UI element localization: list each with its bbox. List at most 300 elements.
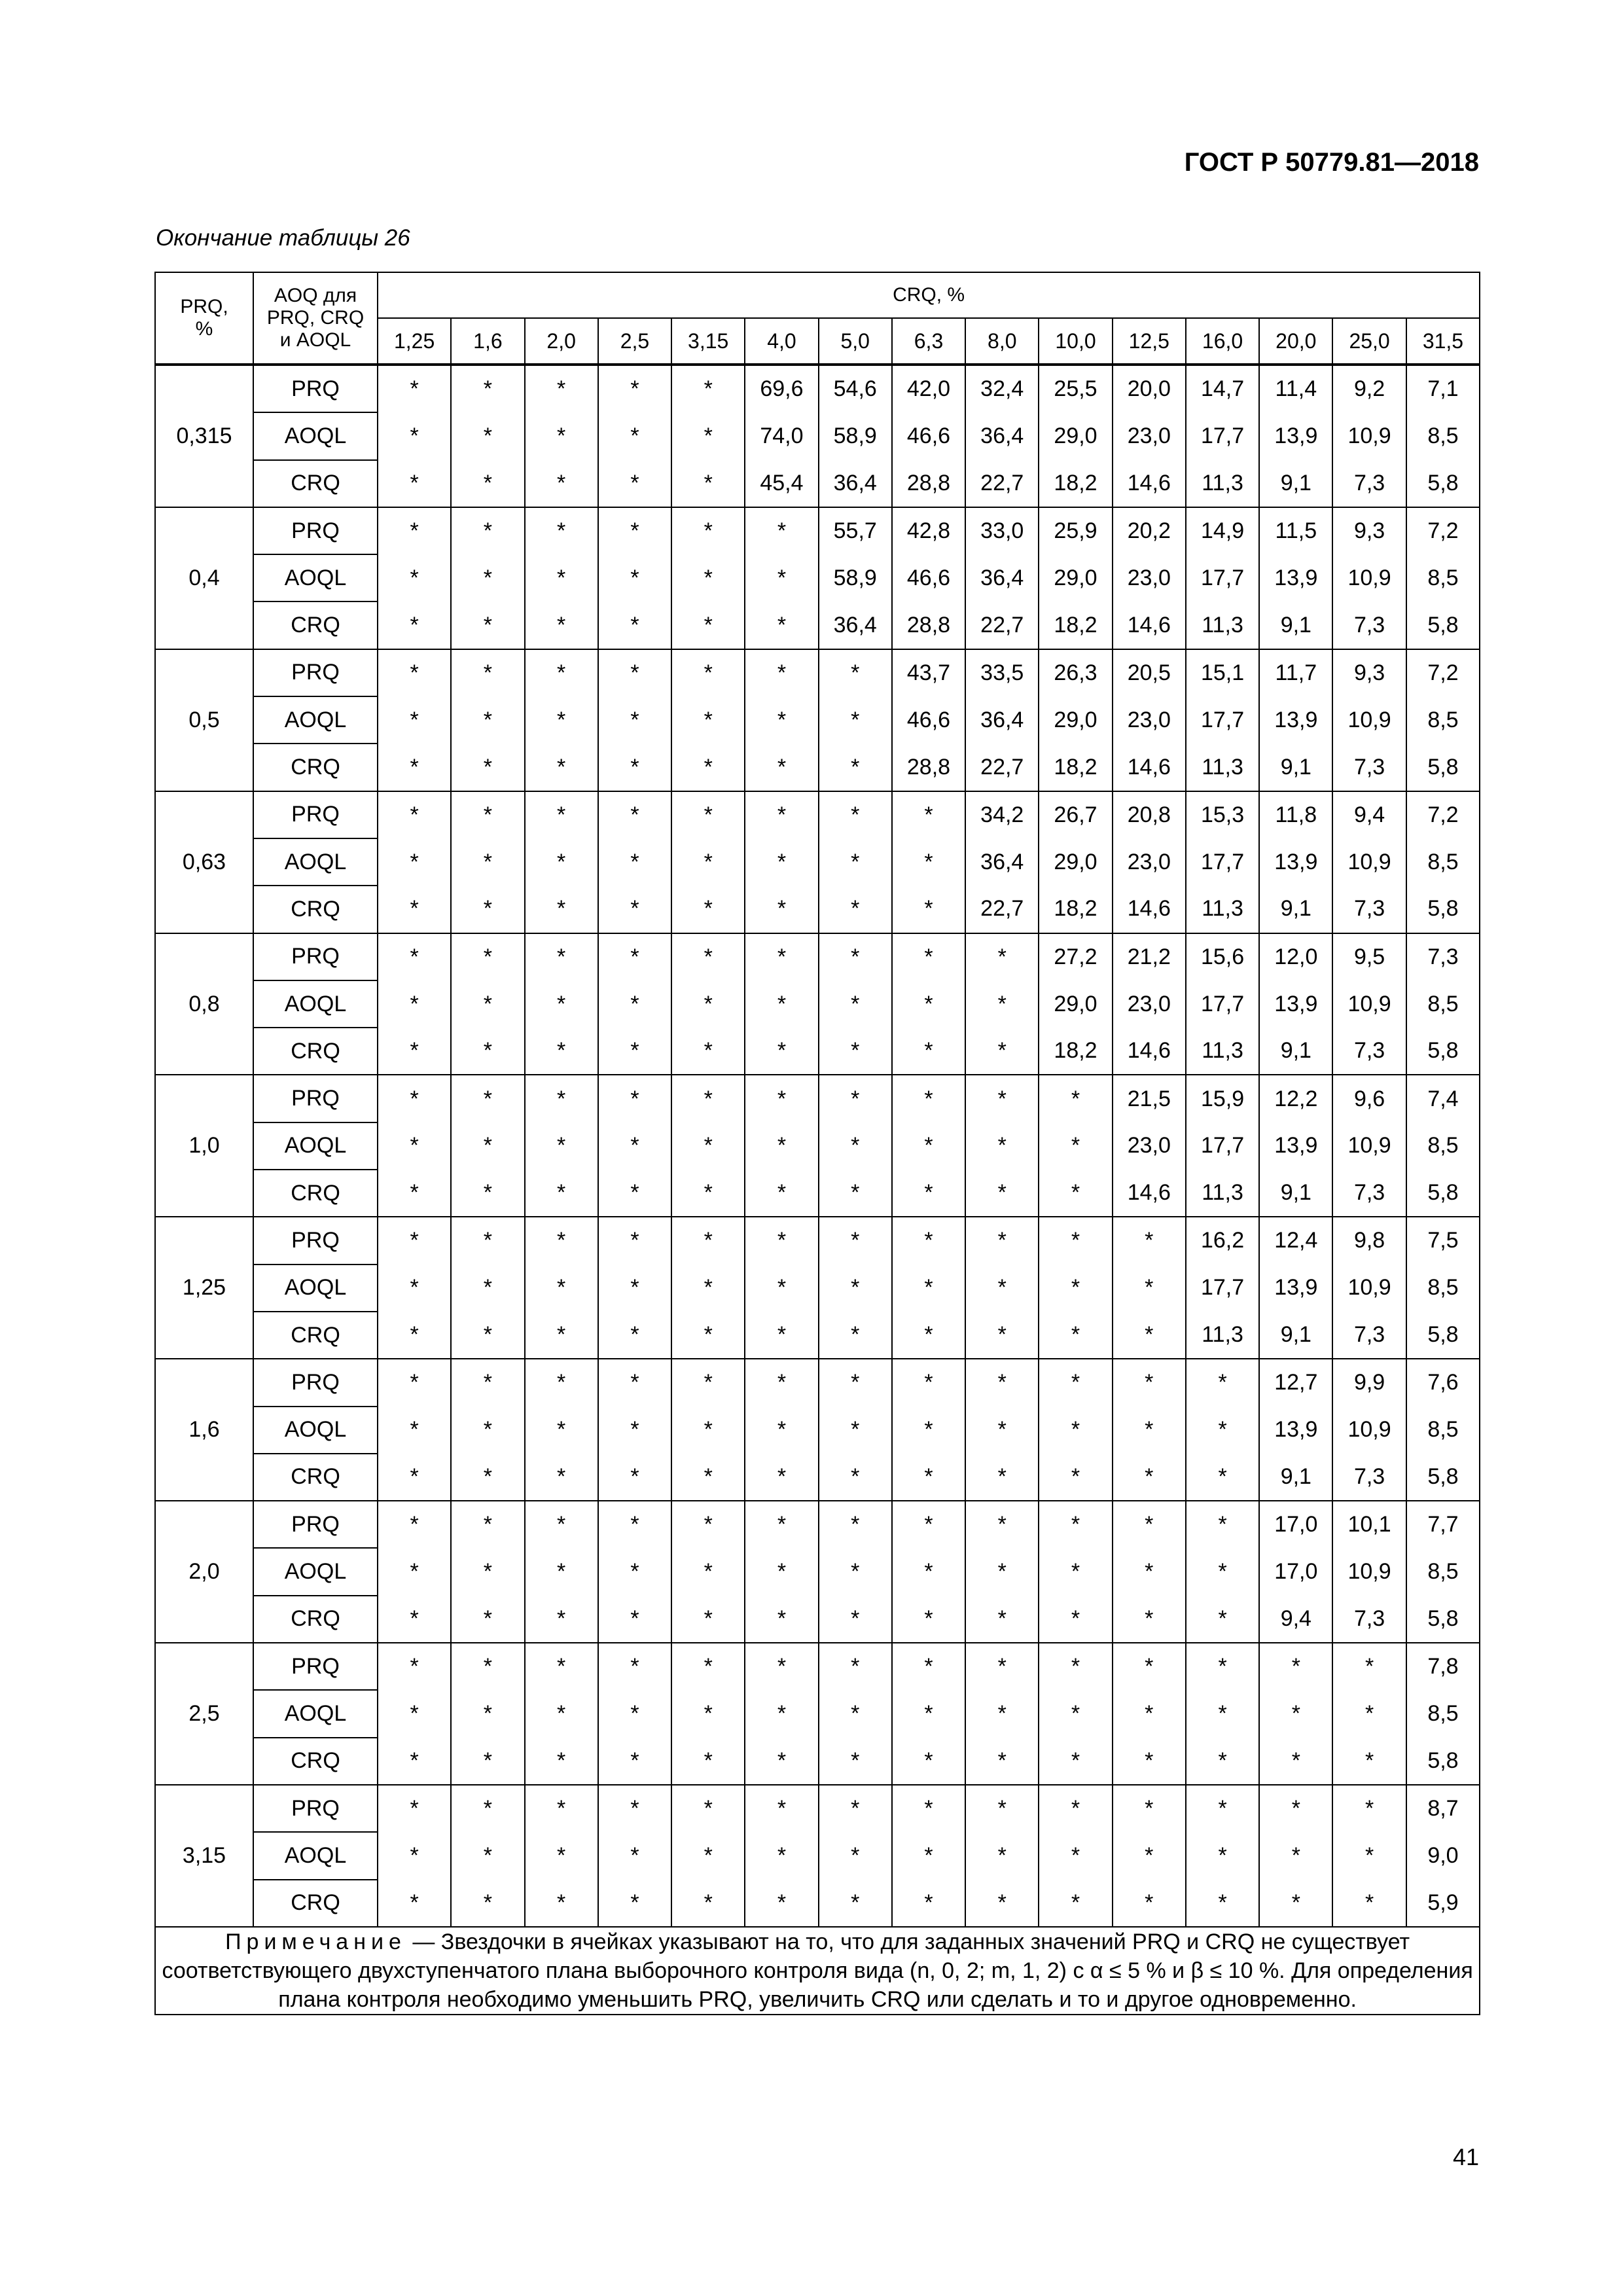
table-cell: *	[1113, 1312, 1186, 1359]
table-cell: *	[1113, 1407, 1186, 1454]
table-cell: *	[671, 1359, 745, 1406]
row-label: CRQ	[253, 1880, 378, 1927]
table-cell: *	[525, 1359, 598, 1406]
table-cell: *	[1332, 1738, 1406, 1785]
table-cell: 9,4	[1332, 791, 1406, 838]
table-cell: 36,4	[819, 601, 892, 649]
table-cell: 11,5	[1259, 507, 1332, 554]
table-cell: 21,2	[1113, 933, 1186, 980]
table-cell: *	[1039, 1501, 1112, 1548]
table-cell: 7,6	[1406, 1359, 1480, 1406]
table-cell: 8,5	[1406, 1548, 1480, 1595]
table-cell: *	[598, 980, 671, 1028]
table-cell: 10,9	[1332, 838, 1406, 886]
table-cell: *	[671, 1643, 745, 1690]
table-cell: *	[451, 1359, 524, 1406]
table-cell: *	[451, 1738, 524, 1785]
page-number: 41	[1452, 2144, 1479, 2170]
table-cell: *	[1113, 1359, 1186, 1406]
table-cell: *	[378, 886, 451, 933]
table-cell: *	[598, 1738, 671, 1785]
table-cell: 12,2	[1259, 1075, 1332, 1122]
table-cell: *	[671, 412, 745, 459]
table-cell: 34,2	[965, 791, 1039, 838]
table-cell: *	[745, 791, 818, 838]
table-cell: 5,8	[1406, 460, 1480, 507]
table-cell: 9,6	[1332, 1075, 1406, 1122]
table-cell: *	[598, 365, 671, 412]
table-cell: 13,9	[1259, 412, 1332, 459]
table-cell: *	[1039, 1643, 1112, 1690]
table-cell: 26,3	[1039, 649, 1112, 696]
table-cell: *	[378, 933, 451, 980]
table-cell: *	[378, 365, 451, 412]
table-cell: 18,2	[1039, 601, 1112, 649]
table-cell: *	[1259, 1880, 1332, 1927]
table-cell: *	[525, 886, 598, 933]
table-cell: 28,8	[892, 744, 965, 791]
table-cell: *	[378, 1407, 451, 1454]
table-cell: 9,1	[1259, 1170, 1332, 1217]
table-cell: *	[1186, 1596, 1259, 1643]
table-cell: *	[1113, 1596, 1186, 1643]
table-cell: *	[598, 1596, 671, 1643]
table-cell: *	[378, 1122, 451, 1170]
table-cell: *	[378, 1643, 451, 1690]
table-cell: *	[525, 1832, 598, 1879]
table-cell: 29,0	[1039, 980, 1112, 1028]
table-cell: *	[598, 1407, 671, 1454]
table-row	[155, 460, 1480, 507]
row-label: PRQ	[253, 933, 378, 980]
table-cell: 10,9	[1332, 412, 1406, 459]
table-cell: *	[892, 980, 965, 1028]
row-label: PRQ	[253, 1217, 378, 1264]
table-cell: *	[892, 1217, 965, 1264]
table-cell: 29,0	[1039, 696, 1112, 744]
note-row	[155, 1927, 1480, 2015]
table-cell: *	[965, 1454, 1039, 1501]
table-cell: *	[378, 1501, 451, 1548]
table-cell: 7,8	[1406, 1643, 1480, 1690]
table-cell: *	[525, 1690, 598, 1737]
row-label: AOQL	[253, 412, 378, 459]
crq-header-cell: 2,0	[525, 318, 598, 365]
table-cell: *	[378, 1738, 451, 1785]
table-cell: 13,9	[1259, 1122, 1332, 1170]
table-cell: 17,7	[1186, 838, 1259, 886]
table-cell: *	[819, 980, 892, 1028]
table-cell: 5,9	[1406, 1880, 1480, 1927]
table-cell: *	[378, 1596, 451, 1643]
table-cell: 13,9	[1259, 1265, 1332, 1312]
table-cell: 23,0	[1113, 696, 1186, 744]
table-cell: *	[671, 838, 745, 886]
table-cell: 9,8	[1332, 1217, 1406, 1264]
table-cell: *	[965, 1738, 1039, 1785]
table-cell: *	[525, 933, 598, 980]
table-cell: *	[378, 980, 451, 1028]
table-cell: 33,0	[965, 507, 1039, 554]
row-label: PRQ	[253, 1075, 378, 1122]
table-cell: *	[598, 1265, 671, 1312]
table-cell: *	[819, 1407, 892, 1454]
table-cell: 11,3	[1186, 1028, 1259, 1075]
crq-header-cell: 1,6	[451, 318, 524, 365]
table-cell: 17,7	[1186, 554, 1259, 601]
table-cell: *	[1186, 1548, 1259, 1595]
table-cell: 43,7	[892, 649, 965, 696]
table-cell: 15,9	[1186, 1075, 1259, 1122]
table-cell: *	[745, 1785, 818, 1832]
table-cell: 42,0	[892, 365, 965, 412]
row-label: AOQL	[253, 838, 378, 886]
table-cell: *	[671, 1738, 745, 1785]
prq-group-value: 1,6	[155, 1359, 253, 1501]
table-cell: *	[745, 1170, 818, 1217]
table-cell: *	[1332, 1880, 1406, 1927]
table-cell: *	[892, 1312, 965, 1359]
table-cell: *	[525, 1501, 598, 1548]
table-cell: *	[819, 744, 892, 791]
table-cell: *	[671, 744, 745, 791]
table-cell: *	[745, 1880, 818, 1927]
table-cell: *	[1039, 1738, 1112, 1785]
table-cell: 9,2	[1332, 365, 1406, 412]
table-cell: *	[598, 1217, 671, 1264]
table-cell: *	[1039, 1312, 1112, 1359]
table-cell: *	[451, 1217, 524, 1264]
table-row	[155, 838, 1480, 886]
table-cell: *	[525, 1880, 598, 1927]
table-cell: 8,5	[1406, 696, 1480, 744]
row-label: AOQL	[253, 1407, 378, 1454]
table-cell: 7,3	[1332, 886, 1406, 933]
table-cell: *	[451, 696, 524, 744]
prq-group-value: 0,5	[155, 649, 253, 791]
header-row-1	[155, 272, 1480, 318]
table-cell: *	[1039, 1170, 1112, 1217]
table-cell: *	[745, 1407, 818, 1454]
table-cell: *	[1039, 1407, 1112, 1454]
crq-header-cell: 5,0	[819, 318, 892, 365]
table-cell: *	[745, 1738, 818, 1785]
table-cell: 11,3	[1186, 460, 1259, 507]
table-cell: *	[451, 1501, 524, 1548]
table-cell: *	[892, 1690, 965, 1737]
table-cell: *	[1113, 1738, 1186, 1785]
table-cell: *	[598, 1075, 671, 1122]
table-cell: 33,5	[965, 649, 1039, 696]
crq-header-cell: 16,0	[1186, 318, 1259, 365]
table-cell: *	[378, 554, 451, 601]
table-cell: *	[671, 1454, 745, 1501]
table-cell: 8,5	[1406, 1122, 1480, 1170]
table-row	[155, 1832, 1480, 1879]
table-cell: *	[378, 1880, 451, 1927]
table-cell: *	[819, 1028, 892, 1075]
table-cell: *	[1039, 1596, 1112, 1643]
table-row	[155, 554, 1480, 601]
table-cell: *	[671, 1880, 745, 1927]
table-cell: *	[1039, 1690, 1112, 1737]
table-cell: *	[451, 1454, 524, 1501]
table-cell: *	[1186, 1832, 1259, 1879]
table-cell: *	[892, 1265, 965, 1312]
table-cell: 5,8	[1406, 886, 1480, 933]
table-cell: *	[1259, 1785, 1332, 1832]
table-cell: *	[965, 1880, 1039, 1927]
table-cell: 18,2	[1039, 1028, 1112, 1075]
table-cell: *	[671, 460, 745, 507]
table-cell: *	[965, 1785, 1039, 1832]
table-cell: 28,8	[892, 601, 965, 649]
table-cell: 23,0	[1113, 554, 1186, 601]
table-cell: 36,4	[965, 412, 1039, 459]
row-label: PRQ	[253, 1643, 378, 1690]
prq-group-value: 3,15	[155, 1785, 253, 1927]
table-cell: *	[451, 1832, 524, 1879]
table-cell: 22,7	[965, 460, 1039, 507]
table-cell: *	[1186, 1359, 1259, 1406]
table-cell: 23,0	[1113, 412, 1186, 459]
table-cell: 46,6	[892, 696, 965, 744]
table-cell: *	[1039, 1359, 1112, 1406]
table-cell: *	[671, 649, 745, 696]
table-cell: *	[598, 1359, 671, 1406]
table-cell: *	[598, 791, 671, 838]
prq-group-value: 0,4	[155, 507, 253, 649]
table-cell: *	[819, 933, 892, 980]
table-cell: *	[671, 1501, 745, 1548]
table-cell: *	[1332, 1832, 1406, 1879]
table-cell: *	[598, 886, 671, 933]
table-cell: *	[745, 1832, 818, 1879]
table-cell: *	[525, 1265, 598, 1312]
table-cell: *	[965, 1596, 1039, 1643]
crq-header-cell: 25,0	[1332, 318, 1406, 365]
table-cell: 10,9	[1332, 980, 1406, 1028]
table-cell: *	[598, 649, 671, 696]
row-label: PRQ	[253, 791, 378, 838]
table-cell: *	[819, 1122, 892, 1170]
row-label: AOQL	[253, 1122, 378, 1170]
table-cell: *	[892, 1359, 965, 1406]
table-cell: *	[671, 1122, 745, 1170]
table-cell: 14,6	[1113, 1028, 1186, 1075]
table-cell: 14,6	[1113, 1170, 1186, 1217]
table-cell: *	[451, 1312, 524, 1359]
table-cell: *	[451, 1075, 524, 1122]
table-cell: 7,3	[1406, 933, 1480, 980]
table-cell: *	[671, 1170, 745, 1217]
table-cell: *	[451, 649, 524, 696]
table-cell: *	[1039, 1265, 1112, 1312]
crq-header-cell: 20,0	[1259, 318, 1332, 365]
table-cell: *	[1113, 1690, 1186, 1737]
row-label: PRQ	[253, 1785, 378, 1832]
table-cell: *	[745, 696, 818, 744]
table-cell: *	[892, 1880, 965, 1927]
table-cell: *	[1186, 1880, 1259, 1927]
table-row	[155, 649, 1480, 696]
table-cell: *	[451, 601, 524, 649]
table-cell: 13,9	[1259, 1407, 1332, 1454]
table-cell: *	[378, 649, 451, 696]
table-cell: 17,0	[1259, 1548, 1332, 1595]
table-cell: *	[598, 507, 671, 554]
table-cell: *	[671, 365, 745, 412]
table-cell: 8,5	[1406, 1690, 1480, 1737]
header-aoq-line1: AOQ для	[274, 285, 357, 306]
table-cell: 14,6	[1113, 886, 1186, 933]
row-label: CRQ	[253, 1738, 378, 1785]
table-cell: 23,0	[1113, 980, 1186, 1028]
table-cell: *	[378, 507, 451, 554]
table-cell: 7,3	[1332, 744, 1406, 791]
table-cell: *	[525, 601, 598, 649]
table-cell: *	[451, 1170, 524, 1217]
table-cell: *	[671, 1312, 745, 1359]
table-cell: *	[892, 1454, 965, 1501]
table-cell: 13,9	[1259, 838, 1332, 886]
table-row	[155, 1785, 1480, 1832]
table-cell: *	[378, 1217, 451, 1264]
table-cell: 11,7	[1259, 649, 1332, 696]
table-row	[155, 365, 1480, 412]
row-label: PRQ	[253, 649, 378, 696]
table-cell: *	[598, 744, 671, 791]
table-cell: *	[378, 1359, 451, 1406]
table-cell: *	[598, 1548, 671, 1595]
table-cell: *	[965, 1028, 1039, 1075]
table-cell: *	[451, 412, 524, 459]
row-label: CRQ	[253, 1170, 378, 1217]
note-label: Примечание	[225, 1929, 406, 1954]
table-cell: *	[1259, 1643, 1332, 1690]
table-cell: *	[671, 980, 745, 1028]
table-cell: *	[525, 838, 598, 886]
table-cell: *	[965, 1265, 1039, 1312]
table-cell: *	[1039, 1122, 1112, 1170]
table-cell: *	[892, 838, 965, 886]
table-cell: *	[671, 1832, 745, 1879]
table-cell: 36,4	[965, 838, 1039, 886]
table-cell: *	[598, 1454, 671, 1501]
table-cell: *	[598, 460, 671, 507]
table-cell: *	[745, 1359, 818, 1406]
row-label: AOQL	[253, 1690, 378, 1737]
table-cell: *	[378, 1265, 451, 1312]
table-cell: 46,6	[892, 554, 965, 601]
table-cell: 8,5	[1406, 1265, 1480, 1312]
table-cell: 9,9	[1332, 1359, 1406, 1406]
table-cell: *	[745, 933, 818, 980]
table-cell: *	[965, 1122, 1039, 1170]
table-cell: 20,8	[1113, 791, 1186, 838]
table-cell: *	[1039, 1217, 1112, 1264]
table-cell: *	[378, 1028, 451, 1075]
table-cell: *	[598, 1643, 671, 1690]
table-cell: 5,8	[1406, 1454, 1480, 1501]
table-cell: 18,2	[1039, 744, 1112, 791]
crq-header-cell: 6,3	[892, 318, 965, 365]
table-cell: *	[745, 554, 818, 601]
table-cell: *	[1186, 1690, 1259, 1737]
table-cell: 14,6	[1113, 460, 1186, 507]
table-cell: *	[451, 1548, 524, 1595]
table-cell: *	[892, 1075, 965, 1122]
table-cell: *	[671, 507, 745, 554]
table-row	[155, 601, 1480, 649]
table-cell: *	[451, 1407, 524, 1454]
table-cell: *	[745, 1690, 818, 1737]
table-cell: *	[378, 696, 451, 744]
prq-group-value: 2,0	[155, 1501, 253, 1643]
table-cell: *	[1039, 1454, 1112, 1501]
table-cell: *	[451, 791, 524, 838]
table-cell: *	[892, 1785, 965, 1832]
table-cell: *	[671, 1075, 745, 1122]
table-cell: 8,5	[1406, 554, 1480, 601]
table-cell: 17,7	[1186, 696, 1259, 744]
table-cell: *	[451, 1880, 524, 1927]
table-cell: 20,2	[1113, 507, 1186, 554]
crq-header-cell: 31,5	[1406, 318, 1480, 365]
table-cell: 29,0	[1039, 838, 1112, 886]
table-cell: 22,7	[965, 601, 1039, 649]
table-cell: *	[671, 696, 745, 744]
table-cell: 27,2	[1039, 933, 1112, 980]
table-cell: *	[525, 791, 598, 838]
table-cell: *	[598, 1785, 671, 1832]
table-cell: *	[525, 980, 598, 1028]
table-cell: *	[525, 1170, 598, 1217]
table-cell: *	[598, 1122, 671, 1170]
table-cell: 11,3	[1186, 601, 1259, 649]
table-cell: *	[892, 933, 965, 980]
table-cell: *	[1113, 1501, 1186, 1548]
table-cell: 36,4	[965, 554, 1039, 601]
table-cell: *	[1113, 1643, 1186, 1690]
table-cell: 5,8	[1406, 1596, 1480, 1643]
table-cell: *	[745, 1548, 818, 1595]
table-cell: *	[671, 886, 745, 933]
table-cell: *	[819, 1738, 892, 1785]
table-cell: *	[745, 1075, 818, 1122]
table-cell: *	[745, 1312, 818, 1359]
table-cell: 69,6	[745, 365, 818, 412]
table-cell: 17,7	[1186, 412, 1259, 459]
table-cell: *	[745, 1596, 818, 1643]
table-cell: *	[745, 886, 818, 933]
table-caption: Окончание таблицы 26	[156, 225, 410, 251]
table-cell: *	[745, 838, 818, 886]
table-cell: *	[819, 1643, 892, 1690]
table-cell: *	[598, 1028, 671, 1075]
table-cell: *	[451, 460, 524, 507]
crq-header-cell: 1,25	[378, 318, 451, 365]
table-cell: *	[598, 1312, 671, 1359]
table-cell: 10,9	[1332, 1407, 1406, 1454]
table-cell: *	[451, 554, 524, 601]
table-cell: *	[1039, 1832, 1112, 1879]
table-cell: *	[378, 791, 451, 838]
table-cell: *	[819, 1454, 892, 1501]
table-cell: *	[598, 412, 671, 459]
table-cell: 7,2	[1406, 791, 1480, 838]
header-crq-title: CRQ, %	[378, 272, 1480, 318]
